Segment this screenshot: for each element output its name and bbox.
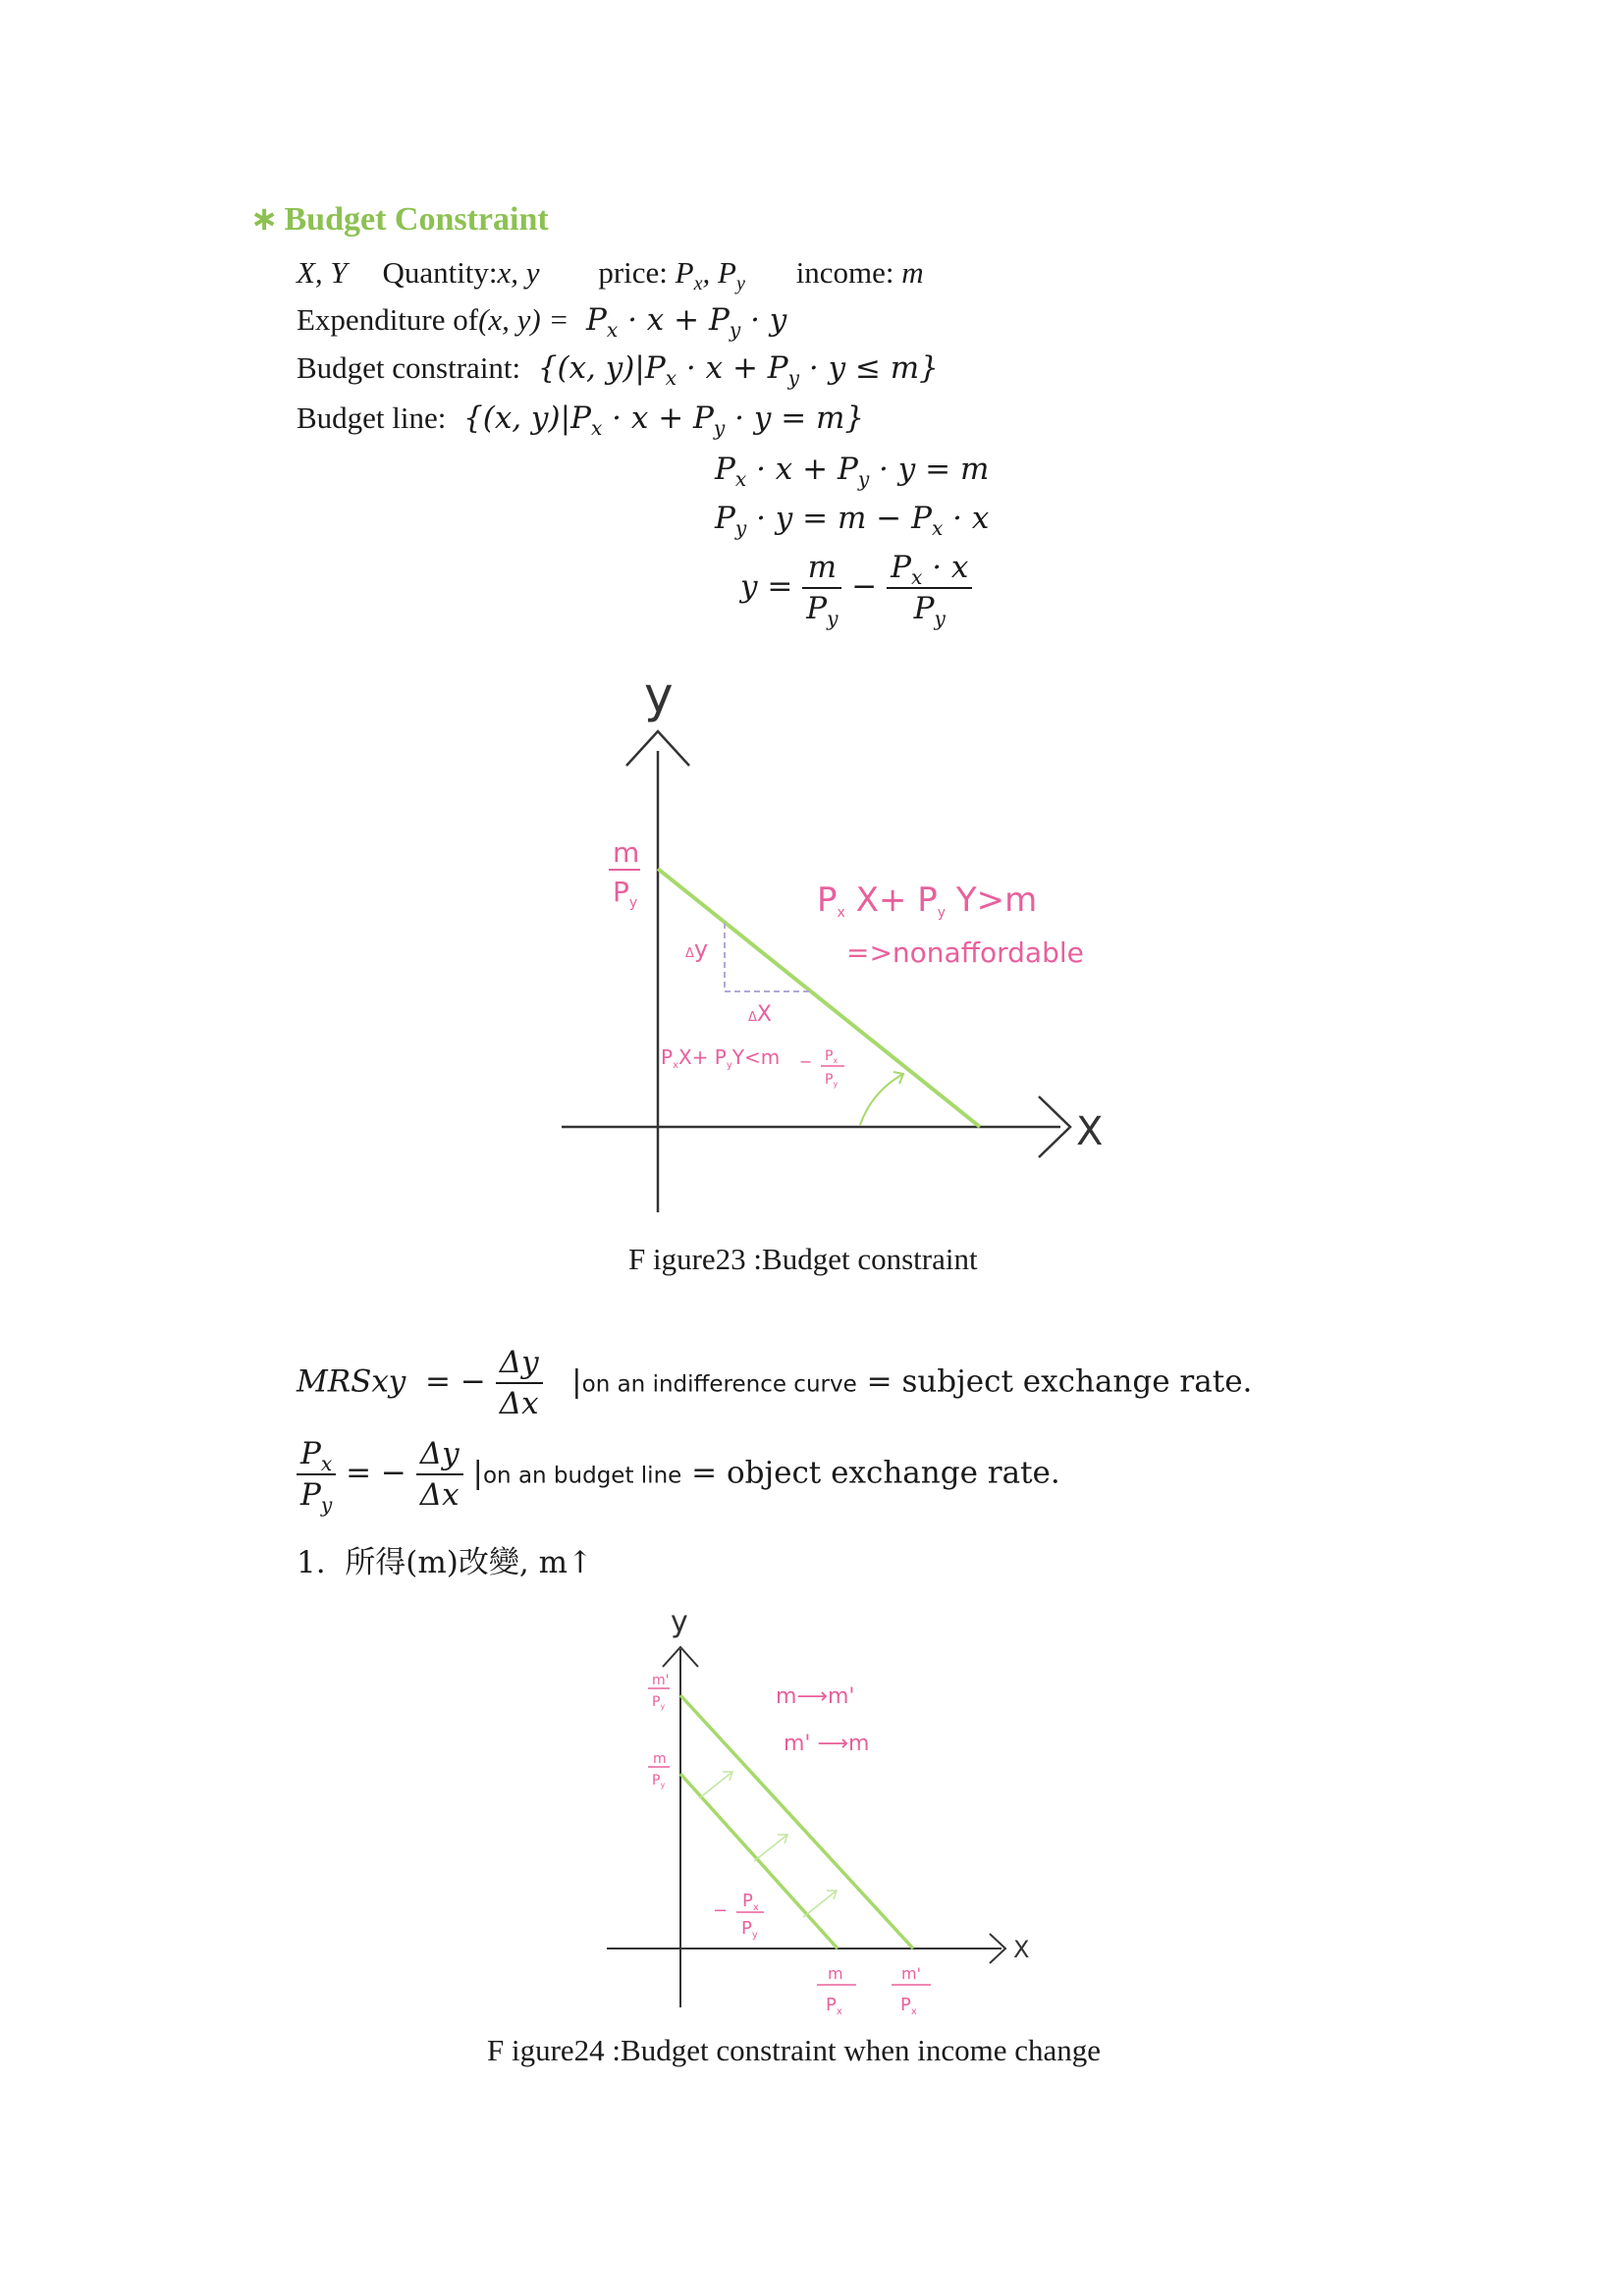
expenditure-formula: $P_x \cdot x + P_y \cdot y$ <box>576 302 787 343</box>
budget-line-label: Budget line: <box>297 400 447 435</box>
figure-24-caption: F igure24 :Budget constraint when income change <box>487 2033 1102 2067</box>
y-axis-label: y <box>644 667 674 723</box>
slope-numerator: $P_x$ <box>742 1891 759 1913</box>
x-intercept-m: m <box>828 1964 843 1983</box>
delta-y-label: Δy <box>685 935 709 963</box>
section-heading <box>250 199 549 239</box>
y-intercept-m-prime-den: $P_y$ <box>652 1694 666 1711</box>
y-intercept-m-den: $P_y$ <box>652 1773 666 1789</box>
list-text: 所得(m)改變, m↑ <box>345 1545 593 1580</box>
delta-x-label: ΔX <box>748 1002 772 1027</box>
fraction-dy-dx: $\frac{\Delta y}{\Delta x}$ <box>496 1345 543 1421</box>
heading-title: Budget Constraint <box>284 201 549 238</box>
slope-minus: − <box>713 1900 729 1921</box>
list-item-1 <box>297 1537 593 1581</box>
mrs-equation: MRSxy = − $\frac{\Delta y}{\Delta x}$ |on an indifference curve = subject exchange rate. <box>297 1345 1253 1421</box>
figure-23-caption: F igure23 :Budget constraint <box>628 1242 978 1276</box>
fraction-dy-dx-2: $\frac{\Delta y}{\Delta x}$ <box>416 1436 463 1513</box>
region-below-label: $P_xX+ P_yY<m$ <box>661 1045 781 1071</box>
budget-line-definition <box>297 400 865 441</box>
y-intercept-m-prime: m' <box>652 1673 670 1688</box>
goods-vars: X, Y <box>297 255 348 290</box>
budget-line-m <box>680 1774 838 1949</box>
y-axis-label: y <box>671 1605 688 1639</box>
x-intercept-m-prime: m' <box>901 1964 921 1983</box>
on-indifference-curve: on an indifference curve <box>581 1371 857 1398</box>
slope-denominator: $P_y$ <box>741 1918 758 1941</box>
region-above-label: Px X+ Py Y>m <box>817 881 1038 921</box>
budget-constraint-line <box>297 350 939 391</box>
derivation-step-2: $P_y \cdot y = m - P_x \cdot x$ <box>715 501 990 541</box>
price-label: price: <box>598 255 668 290</box>
on-budget-line: on an budget line <box>482 1463 682 1489</box>
price-vars: $P_x$, $P_y$ <box>675 255 745 295</box>
expenditure-pair: (x, y) = <box>478 302 569 337</box>
price-ratio-equation: $\frac{P_x}{P_y}$ = − $\frac{\Delta y}{\Delta x}$ |on an budget line = object exchange rate. <box>297 1436 1060 1513</box>
shift-up-label: m⟶m' <box>776 1684 855 1709</box>
slope-numerator: $P_x$ <box>825 1048 839 1065</box>
fraction-px-py: $\frac{P_x}{P_y}$ <box>297 1436 336 1513</box>
x-axis-label: X <box>1013 1936 1030 1963</box>
intercept-numerator: m <box>613 836 640 869</box>
figure-23-diagram <box>550 667 1139 1217</box>
quantity-vars: x, y <box>497 255 540 290</box>
subject-exchange-rate: = subject exchange rate. <box>866 1363 1253 1400</box>
definitions-line <box>297 255 924 295</box>
expenditure-label: Expenditure of <box>297 302 479 337</box>
x-axis-label: X <box>1076 1109 1104 1154</box>
figure-24-diagram <box>589 1590 1060 2022</box>
list-number: 1. <box>297 1545 326 1580</box>
expenditure-line <box>297 302 787 343</box>
budget-constraint-set: {(x, $y)|P_x \cdot x + P_y \cdot y \le m$} <box>527 350 939 391</box>
derivation-step-1: $P_x \cdot x + P_y \cdot y = m$ <box>715 452 990 492</box>
asterisk-icon: ∗ <box>250 199 279 239</box>
income-var: m <box>901 255 924 290</box>
budget-constraint-label: Budget constraint: <box>297 350 521 385</box>
slope-angle-arc <box>860 1074 903 1125</box>
y-intercept-m: m <box>653 1751 667 1767</box>
x-intercept-m-den: $P_x$ <box>826 1995 842 2017</box>
object-exchange-rate: = object exchange rate. <box>691 1455 1060 1491</box>
slope-denominator: $P_y$ <box>825 1072 839 1089</box>
derivation-step-3: y = $\frac{m}{P_y}$ − $\frac{P_x \cdot x}{P_y}$ <box>740 550 972 626</box>
mrs-symbol: MRSxy <box>297 1363 406 1400</box>
intercept-denominator: $P_y$ <box>613 876 638 911</box>
quantity-label: Quantity: <box>382 255 498 290</box>
x-intercept-m-prime-den: $P_x$ <box>900 1995 917 2017</box>
budget-line-set: {(x, $y)|P_x \cdot x + P_y \cdot y = m$} <box>454 400 865 441</box>
fraction-pxx-over-py: $\frac{P_x \cdot x}{P_y}$ <box>887 550 972 626</box>
shift-down-label: m' ⟶m <box>784 1732 870 1756</box>
slope-minus: − <box>799 1052 813 1071</box>
income-label: income: <box>795 255 894 290</box>
nonaffordable-label: =>nonaffordable <box>846 936 1084 969</box>
fraction-m-over-py: $\frac{m}{P_y}$ <box>802 550 841 626</box>
